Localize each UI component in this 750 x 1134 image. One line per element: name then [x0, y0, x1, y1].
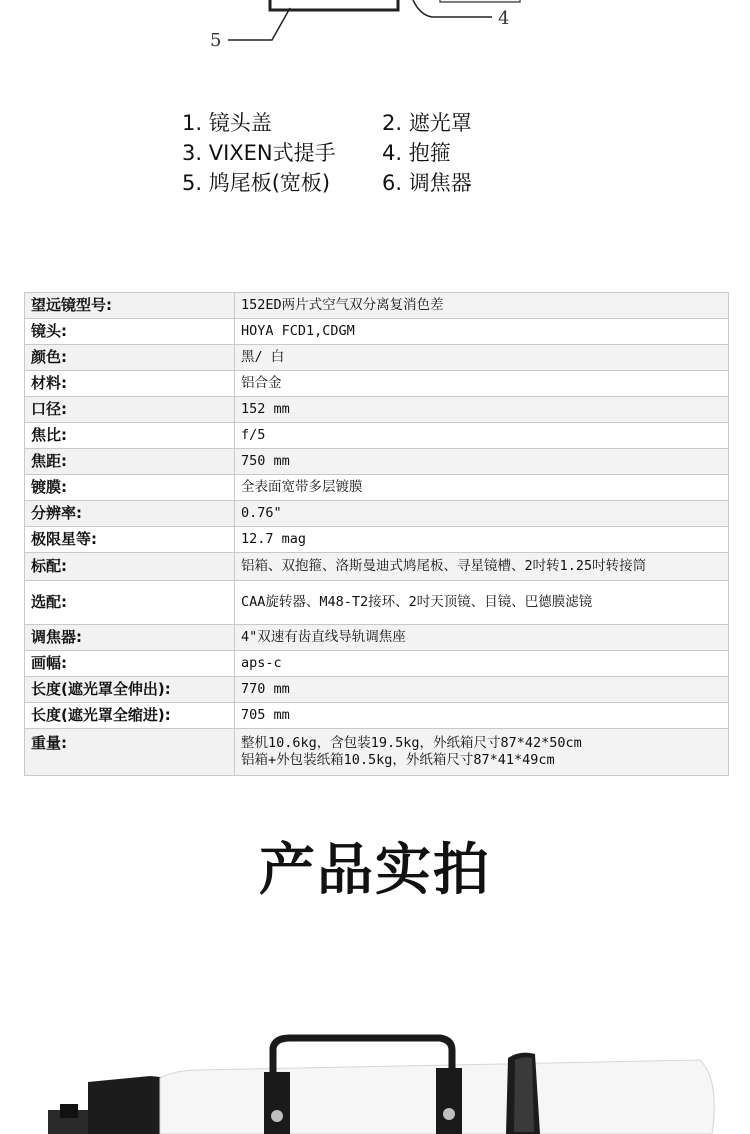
callout-5-line [228, 8, 290, 40]
telescope-parts-diagram [0, 0, 750, 60]
spec-label: 材料: [25, 371, 235, 397]
spec-value: aps-c [235, 651, 729, 677]
section-title: 产品实拍 [259, 838, 491, 903]
spec-value: HOYA FCD1,CDGM [235, 319, 729, 345]
focuser-knob [60, 1104, 78, 1118]
spec-label: 重量: [25, 729, 235, 776]
spec-value: 750 mm [235, 449, 729, 475]
spec-table [24, 292, 729, 776]
table-row [25, 581, 729, 625]
legend-item-tube-ring: 4. 抱箍 [382, 141, 451, 165]
ring-screw-right [443, 1108, 455, 1120]
spec-value: 黑/ 白 [235, 345, 729, 371]
legend-row [182, 138, 582, 168]
spec-label: 镜头: [25, 319, 235, 345]
table-row [25, 475, 729, 501]
legend-item-vixen-handle: 3. VIXEN式提手 [182, 141, 336, 165]
spec-label: 画幅: [25, 651, 235, 677]
legend-row [182, 108, 582, 138]
legend-item-dew-shield: 2. 遮光罩 [382, 111, 472, 135]
spec-value: 整机10.6kg，含包装19.5kg，外纸箱尺寸87*42*50cm 铝箱+外包装纸箱10.5kg，外纸箱尺寸87*41*49cm [235, 729, 729, 776]
spec-value: 152 mm [235, 397, 729, 423]
spec-label: 调焦器: [25, 625, 235, 651]
table-row [25, 625, 729, 651]
spec-label: 镀膜: [25, 475, 235, 501]
spec-value: f/5 [235, 423, 729, 449]
table-row [25, 703, 729, 729]
spec-value: 4"双速有齿直线导轨调焦座 [235, 625, 729, 651]
spec-value: 铝合金 [235, 371, 729, 397]
legend-item-focuser: 6. 调焦器 [382, 171, 472, 195]
spec-value: 12.7 mag [235, 527, 729, 553]
table-row [25, 293, 729, 319]
spec-label: 焦比: [25, 423, 235, 449]
table-row [25, 345, 729, 371]
spec-label: 口径: [25, 397, 235, 423]
table-row [25, 449, 729, 475]
spec-value: 705 mm [235, 703, 729, 729]
spec-value: 770 mm [235, 677, 729, 703]
spec-value: 铝箱、双抱箍、洛斯曼迪式鸠尾板、寻星镜槽、2吋转1.25吋转接筒 [235, 553, 729, 581]
callout-5-label: 5 [210, 30, 222, 51]
table-row [25, 651, 729, 677]
table-row [25, 501, 729, 527]
spec-value: CAA旋转器、M48-T2接环、2吋天顶镜、目镜、巴德膜滤镜 [235, 581, 729, 625]
spec-value: 全表面宽带多层镀膜 [235, 475, 729, 501]
spec-label: 长度(遮光罩全缩进): [25, 703, 235, 729]
spec-label: 选配: [25, 581, 235, 625]
table-row [25, 677, 729, 703]
table-row [25, 423, 729, 449]
table-row [25, 371, 729, 397]
tube-ring-shape [440, 0, 520, 2]
spec-label: 焦距: [25, 449, 235, 475]
tube-ring-left [264, 1072, 290, 1134]
spec-label: 颜色: [25, 345, 235, 371]
dew-shield-highlight [514, 1057, 534, 1132]
spec-value: 0.76" [235, 501, 729, 527]
legend-row [182, 168, 582, 198]
spec-label: 极限星等: [25, 527, 235, 553]
table-row [25, 553, 729, 581]
parts-legend [182, 108, 582, 198]
table-row [25, 729, 729, 776]
ring-screw-left [271, 1110, 283, 1122]
rear-cell [88, 1076, 170, 1134]
spec-label: 望远镜型号: [25, 293, 235, 319]
spec-label: 分辨率: [25, 501, 235, 527]
table-row [25, 397, 729, 423]
table-row [25, 527, 729, 553]
callout-4-label: 4 [498, 8, 510, 29]
legend-item-dovetail: 5. 鸠尾板(宽板) [182, 171, 331, 195]
spec-label: 标配: [25, 553, 235, 581]
table-row [25, 319, 729, 345]
tube-ring-right [436, 1068, 462, 1134]
spec-value: 152ED两片式空气双分离复消色差 [235, 293, 729, 319]
spec-label: 长度(遮光罩全伸出): [25, 677, 235, 703]
product-photo [0, 1020, 750, 1134]
legend-item-lens-cap: 1. 镜头盖 [182, 111, 272, 135]
